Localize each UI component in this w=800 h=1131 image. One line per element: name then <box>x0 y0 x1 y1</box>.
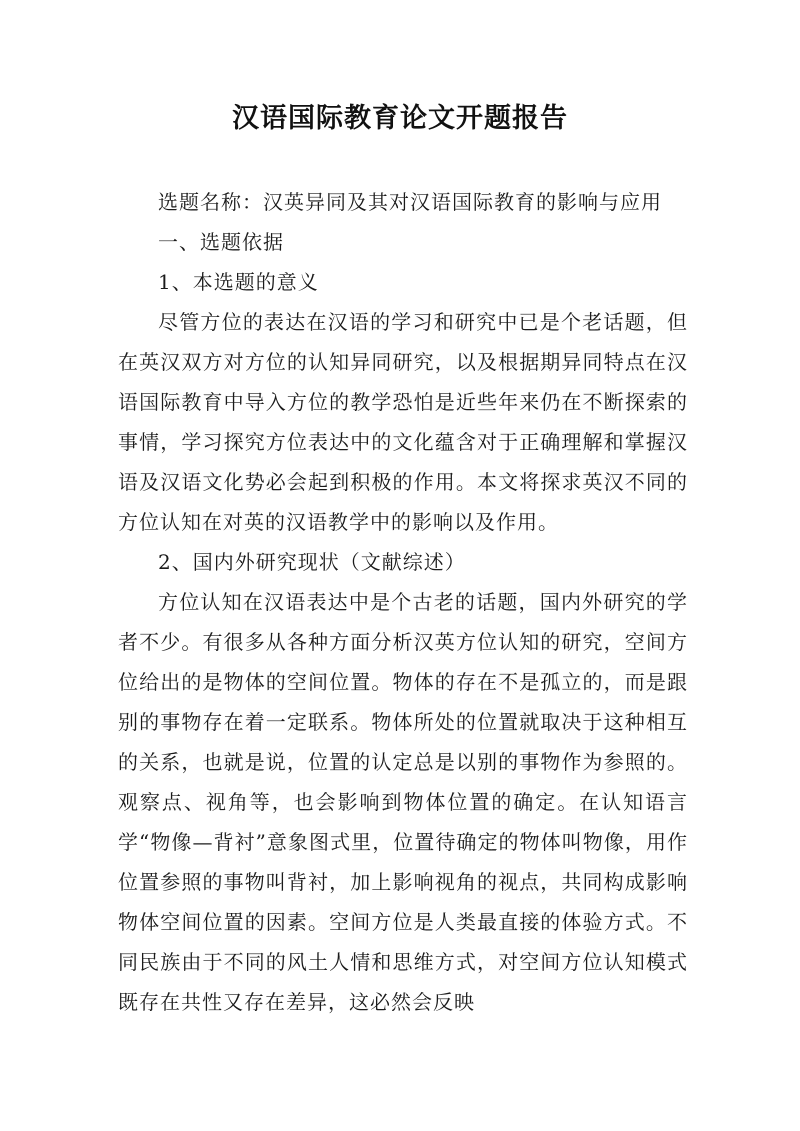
paragraph-significance: 尽管方位的表达在汉语的学习和研究中已是个老话题，但在英汉双方对方位的认知异同研究，以及根据期异同特点在汉语国际教育中导入方位的教学恐怕是近些年来仍在不断探索的事情，学习探究方位表达中的文化蕴含对于正确理解和掌握汉语及汉语文化势必会起到积极的作用。本文将探求英汉不同的方位认知在对英的汉语教学中的影响以及作用。 <box>118 310 688 534</box>
paragraph-literature-review: 方位认知在汉语表达中是个古老的话题，国内外研究的学者不少。有很多从各种方面分析汉英方位认知的研究，空间方位给出的是物体的空间位置。物体的存在不是孤立的，而是跟别的事物存在着一定联系。物体所处的位置就取决于这种相互的关系，也就是说，位置的认定总是以别的事物作为参照的。观察点、视角等，也会影响到物体位置的确定。在认知语言学“物像—背衬”意象图式里，位置待确定的物体叫物像，用作位置参照的事物叫背衬，加上影响视角的视点，共同构成影响物体空间位置的因素。空间方位是人类最直接的体验方式。不同民族由于不同的风土人情和思维方式，对空间方位认知模式既存在共性又存在差异，这必然会反映 <box>118 590 688 1014</box>
document-body <box>118 182 688 1022</box>
section-heading-basis: 一、选题依据 <box>158 230 284 254</box>
subsection-heading-significance: 1、本选题的意义 <box>158 270 319 294</box>
topic-line: 选题名称：汉英异同及其对汉语国际教育的影响与应用 <box>158 190 662 214</box>
subsection-heading-literature-review: 2、国内外研究现状（文献综述） <box>158 550 466 574</box>
document-title: 汉语国际教育论文开题报告 <box>232 103 568 134</box>
